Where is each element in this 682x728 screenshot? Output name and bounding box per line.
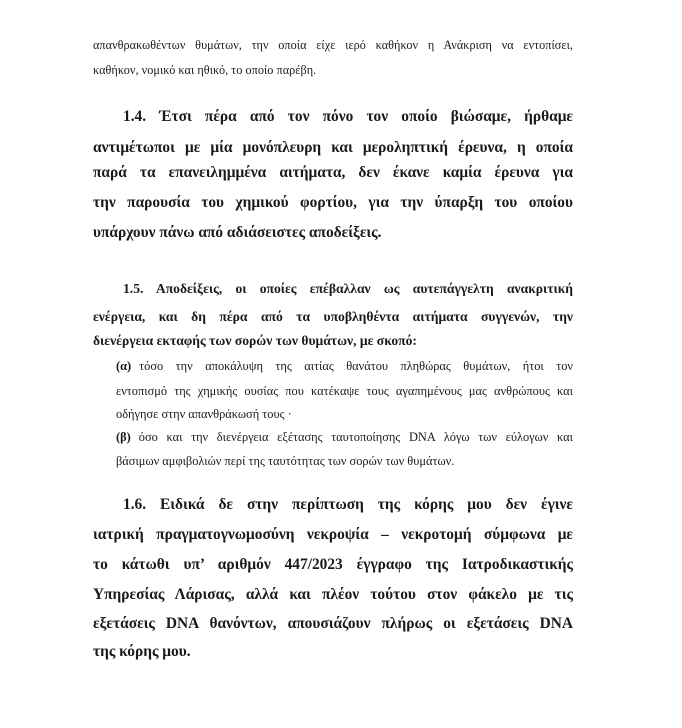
paragraph-1-6-line-6: της κόρης μου. xyxy=(93,643,191,660)
intro-line-1: απανθρακωθέντων θυμάτων, την οποία είχε ιερό καθήκον η Ανάκριση να εντοπίσει, xyxy=(93,38,573,52)
paragraph-1-4-line-3: παρά τα επανειλημμένα αιτήματα, δεν έκανε καμία έρευνα για xyxy=(93,164,573,181)
paragraph-1-5-line-2: ενέργεια, και δη πέρα από τα υποβληθέντα αιτήματα συγγενών, την xyxy=(93,309,573,324)
paragraph-1-6-line-2: ιατρική πραγματογνωμοσύνη νεκροψία – νεκροτομή σύμφωνα με xyxy=(93,526,573,543)
paragraph-1-4-line-5: υπάρχουν πάνω από αδιάσειστες αποδείξεις. xyxy=(93,224,382,241)
paragraph-1-6-line-3: το κάτωθι υπ’ αριθμόν 447/2023 έγγραφο της Ιατροδικαστικής xyxy=(93,556,573,573)
item-a-marker: (α) xyxy=(116,359,132,373)
intro-line-2: καθήκον, νομικό και ηθικό, το οποίο παρέβη. xyxy=(93,63,317,77)
paragraph-1-4-line-2: αντιμέτωποι με μία μονόπλευρη και μεροληπτική έρευνα, η οποία xyxy=(93,139,573,156)
paragraph-1-6-line-5: εξετάσεις DNA θανόντων, απουσιάζουν πλήρως οι εξετάσεις DNA xyxy=(93,615,573,632)
item-b-text-1: όσο και την διενέργεια εξέτασης ταυτοποίησης DNA λόγω των εύλογων και xyxy=(138,430,573,444)
item-b-line-1 xyxy=(116,430,573,445)
paragraph-1-6-line-1: 1.6. Ειδικά δε στην περίπτωση της κόρης μου δεν έγινε xyxy=(123,496,573,513)
item-a-line-1 xyxy=(116,359,573,374)
item-a-text-1: τόσο την αποκάλυψη της αιτίας θανάτου πληθώρας θυμάτων, ήτοι τον xyxy=(139,359,573,373)
paragraph-1-4-line-1: 1.4. Έτσι πέρα από τον πόνο τον οποίο βιώσαμε, ήρθαμε xyxy=(123,108,573,125)
item-a-line-3: οδήγησε στην απανθράκωσή τους · xyxy=(116,407,292,421)
item-b-marker: (β) xyxy=(116,430,131,444)
paragraph-1-4-line-4: την παρουσία του χημικού φορτίου, για την ύπαρξη του οποίου xyxy=(93,194,573,211)
paragraph-1-5-line-1: 1.5. Αποδείξεις, οι οποίες επέβαλλαν ως αυτεπάγγελτη ανακριτική xyxy=(123,281,573,296)
paragraph-1-5-line-3: διενέργεια εκταφής των σορών των θυμάτων, με σκοπό: xyxy=(93,333,417,348)
paragraph-1-6-line-4: Υπηρεσίας Λάρισας, αλλά και πλέον τούτου στον φάκελο με τις xyxy=(93,586,573,603)
item-a-line-2: εντοπισμό της χημικής ουσίας που κατέκαψε τους αγαπημένους μας ανθρώπους και xyxy=(116,384,573,398)
item-b-line-2: βάσιμων αμφιβολιών περί της ταυτότητας των σορών των θυμάτων. xyxy=(116,454,455,468)
